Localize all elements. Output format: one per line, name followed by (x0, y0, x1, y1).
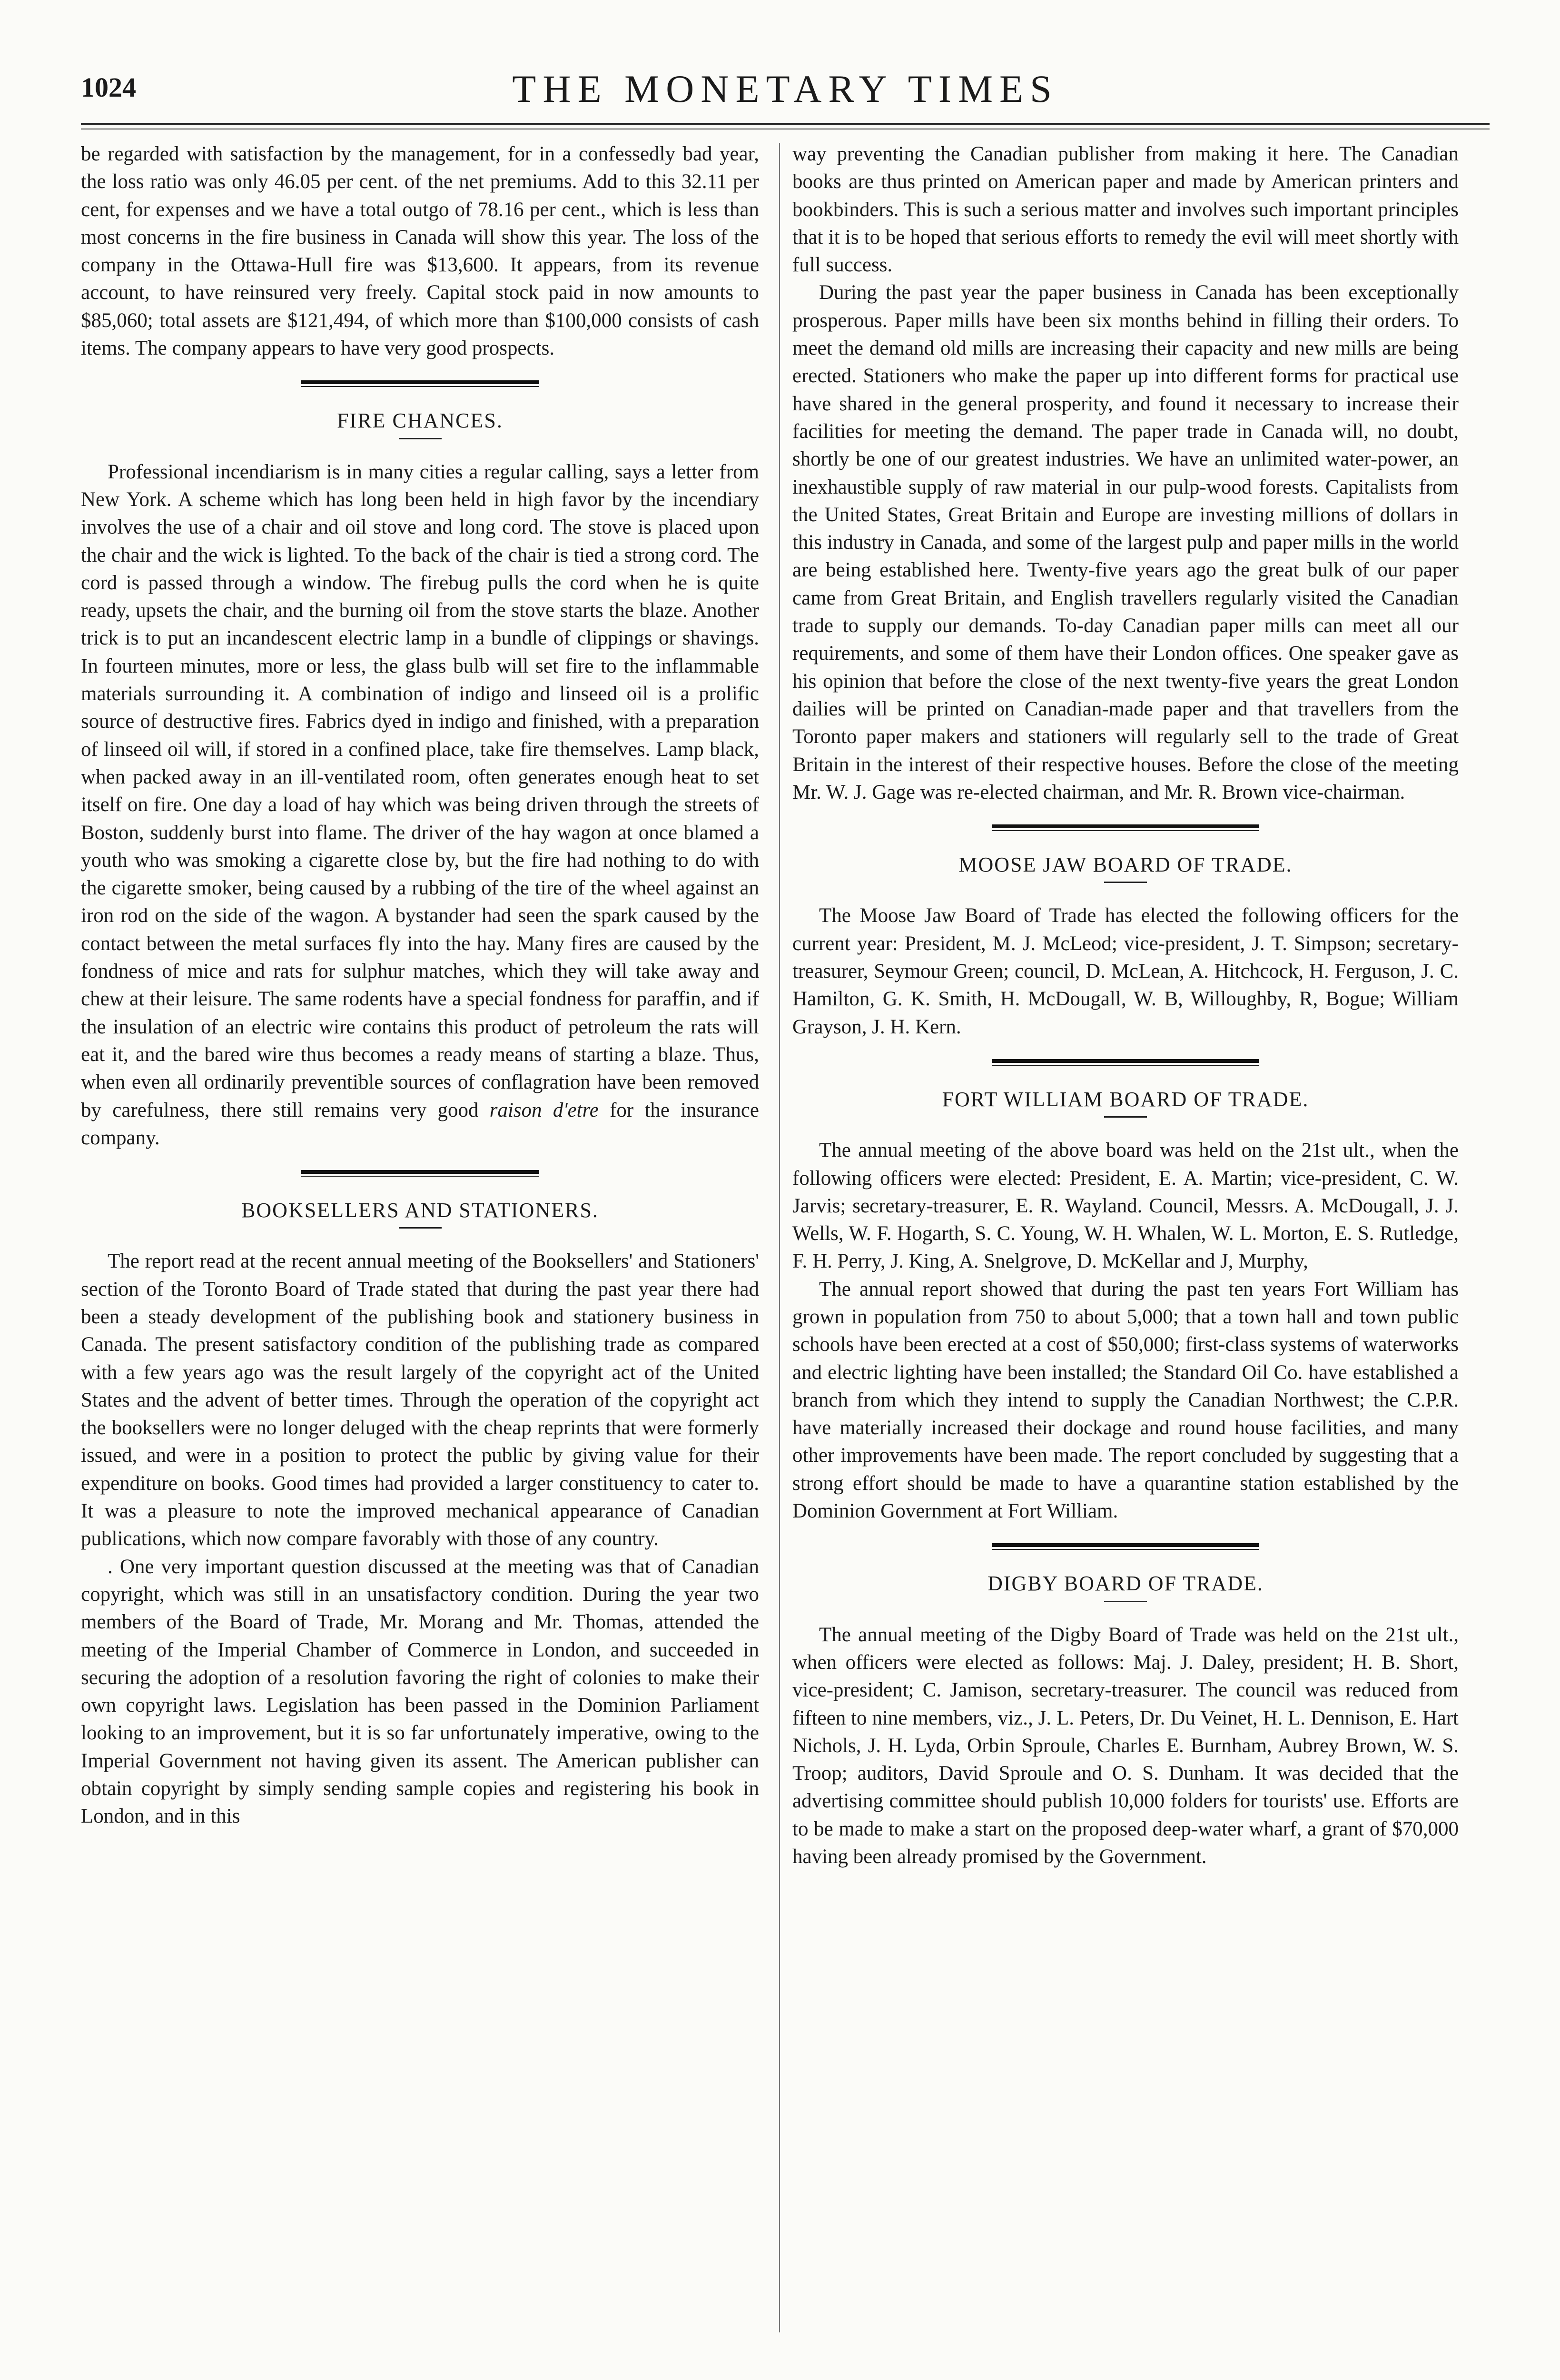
column-divider (779, 143, 780, 2332)
section-divider (992, 824, 1259, 832)
heading-dash (1104, 882, 1147, 883)
section-divider (301, 1170, 539, 1178)
section-divider (301, 380, 539, 388)
heading-dash (399, 1227, 442, 1229)
fort-william-paragraph-1: The annual meeting of the above board was held on the 21st ult., when the following officers were elected: President, E. A. Martin; vice-president, C. W. Jarvis; secretary-treasurer, E. R. Wayland. Council, Messrs. A. McDougall, J. J. Wells, W. F. Hogarth, S. C. Young, W. H. Whalen, W. L. Morton, E. S. Rutledge, F. H. Perry, J. King, A. Snelgrove, D. McKellar and J, Murphy, (792, 1139, 1459, 1273)
fire-text-before: Professional incendiarism is in many cities a regular calling, says a letter from New York. A scheme which has long been held in high favor by the incendiary involves the use of a chair and oil stove and long cord. The stove is placed upon the chair and the wick is lighted. To the back of the chair is tied a strong cord. The cord is passed through a window. The firebug pulls the cord when he is quite ready, upsets the chair, and the burning oil from the stove starts the blaze. Another trick is to put an incandescent electric lamp in a bundle of clippings or shavings. In fourteen minutes, more or less, the glass bulb will set fire to the inflammable materials surrounding it. A combination of indigo and linseed oil is a prolific source of destructive fires. Fabrics dyed in indigo and finished, with a preparation of linseed oil will, if stored in a confined place, take fire themselves. Lamp black, when packed away in an ill-ventilated room, often generates enough heat to set itself on fire. One day a load of hay which was being driven through the streets of Boston, suddenly burst into flame. The driver of the hay wagon at once blamed a youth who was smoking a cigarette close by, but the fire had nothing to do with the cigarette smoker, being caused by a rubbing of the tire of the wheel against an iron rod on the side of the wagon. A bystander had seen the spark caused by the contact between the metal surfaces fly into the hay. Many fires are caused by the fondness of mice and rats for sulphur matches, which they will take away and chew at their leisure. The same rodents have a special fondness for paraffin, and if the insulation of an electric wire contains this product of petroleum the rats will eat it, and the bared wire thus becomes a ready means of starting a blaze. Thus, when even all ordinarily preventible sources of conflagration have been removed by carefulness, there still remains very good (81, 460, 759, 1121)
booksellers-paragraph-1: The report read at the recent annual meeting of the Booksellers' and Stationers' section of the Toronto Board of Trade stated that during the past year there had been a steady development of the publishing book and stationery business in Canada. The present satisfactory condition of the publishing trade as compared with a few years ago was the result largely of the copyright act of the United States and the advent of better times. Through the operation of the copyright act the booksellers were no longer deluged with the cheap reprints that were formerly issued, and were in a position to protect the public by giving value for their expenditure on books. Good times had provided a larger constituency to cater to. It was a pleasure to note the improved mechanical appearance of Canadian publications, which now compare favorably with those of any country. (81, 1250, 759, 1550)
booksellers-paragraph-2: . One very important question discussed at the meeting was that of Canadian copyright, which was still in an unsatisfactory condition. During the year two members of the Board of Trade, Mr. Morang and Mr. Thomas, attended the meeting of the Imperial Chamber of Commerce in London, and succeeded in securing the adoption of a resolution favoring the right of colonies to make their own copyright laws. Legislation has been passed in the Dominion Parliament looking to an improvement, but it is so far unfortunately imperative, owing to the Imperial Government not having given its assent. The American publisher can obtain copyright by simply sending sample copies and registering his book in London, and in this (81, 1555, 759, 1828)
section-divider (992, 1543, 1259, 1551)
heading-dash (1104, 1116, 1147, 1118)
fort-william-heading: FORT WILLIAM BOARD OF TRADE. (942, 1087, 1309, 1111)
booksellers-paragraph-3: During the past year the paper business in Canada has been exceptionally prosperous. Paper mills have been six months behind in filling their orders. To meet the demand old mills are increasing their capacity and new mills are being erected. Stationers who make the paper up into different forms for practical use have shared in the general prosperity, and found it necessary to increase their facilities for meeting the demand. The paper trade in Canada will, no doubt, shortly be one of our greatest industries. We have an unlimited water-power, an inexhaustible supply of raw material in our pulp-wood forests. Capitalists from the United States, Great Britain and Europe are investing millions of dollars in this industry in Canada, and some of the largest pulp and paper mills in the world are being established here. Twenty-five years ago the great bulk of our paper came from Great Britain, and English travellers regularly visited the Canadian trade to supply our demands. To-day Canadian paper mills can meet all our requirements, and some of them have their London offices. One speaker gave as his opinion that before the close of the next twenty-five years the great London dailies will be printed on Canadian-made paper and that travellers from the Toronto paper makers and stationers will regularly sell to the trade of Great Britain in the interest of their respective houses. Before the close of the meeting Mr. W. J. Gage was re-elected chairman, and Mr. R. Brown vice-chairman. (792, 281, 1459, 803)
fire-text-after: for the insurance company. (81, 1099, 759, 1149)
right-column (792, 140, 1459, 1871)
fort-william-paragraph-2: The annual report showed that during the past ten years Fort William has grown in population from 750 to about 5,000; that a town hall and town public schools have been erected at a cost of $50,000; first-class systems of waterworks and electric lighting have been installed; the Standard Oil Co. have established a branch from which they intend to supply the Canadian Northwest; the C.P.R. have materially increased their dockage and round house facilities, and many other improvements have been made. The report concluded by suggesting that a strong effort should be made to have a quarantine station established by the Dominion Government at Fort William. (792, 1278, 1459, 1523)
fire-chances-paragraph (81, 458, 759, 1152)
booksellers-continued: way preventing the Canadian publisher from making it here. The Canadian books are thus printed on American paper and made by American printers and bookbinders. This is such a serious matter and involves such important principles that it is to be hoped that serious efforts to remedy the evil will meet shortly with full success. (792, 143, 1459, 277)
digby-paragraph: The annual meeting of the Digby Board of Trade was held on the 21st ult., when officers were elected as follows: Maj. J. Daley, president; H. B. Short, vice-president; C. Jamison, secretary-treasurer. The council was reduced from fifteen to nine members, viz., J. L. Peters, Dr. Du Veinet, H. L. Dennison, E. Hart Nichols, J. H. Lyda, Orbin Sproule, Charles E. Burnham, Aubrey Brown, W. S. Troop; auditors, David Sproule and O. S. Dunham. It was decided that the advertising committee should publish 10,000 folders for tourists' use. Efforts are to be made to make a start on the proposed deep-water wharf, a grant of $70,000 having been already promised by the Government. (792, 1623, 1459, 1868)
moose-jaw-heading: MOOSE JAW BOARD OF TRADE. (958, 853, 1293, 877)
fire-chances-heading: FIRE CHANCES. (337, 409, 503, 433)
booksellers-heading: BOOKSELLERS AND STATIONERS. (241, 1199, 599, 1222)
digby-heading: DIGBY BOARD OF TRADE. (987, 1572, 1264, 1596)
page-number: 1024 (81, 72, 136, 103)
section-divider (992, 1059, 1259, 1067)
fire-italic-phrase: raison d'etre (489, 1099, 599, 1121)
heading-dash (399, 438, 442, 439)
left-column (81, 140, 759, 1831)
header-rule (81, 123, 1490, 125)
page-header (81, 67, 1490, 119)
heading-dash (1104, 1601, 1147, 1602)
moose-jaw-paragraph: The Moose Jaw Board of Trade has elected the following officers for the current year: President, M. J. McLeod; vice-president, J. T. Simpson; secretary-treasurer, Seymour Green; council, D. McLean, A. Hitchcock, H. Ferguson, J. C. Hamilton, G. K. Smith, H. McDougall, W. B, Willoughby, R, Bogue; William Grayson, J. H. Kern. (792, 904, 1459, 1038)
masthead-title: THE MONETARY TIMES (512, 67, 1058, 110)
intro-paragraph: be regarded with satisfaction by the management, for in a confessedly bad year, the loss ratio was only 46.05 per cent. of the net premiums. Add to this 32.11 per cent, for expenses and we have a total outgo of 78.16 per cent., which is less than most concerns in the fire business in Canada will show this year. The loss of the company in the Ottawa-Hull fire was $13,600. It appears, from its revenue account, to have reinsured very freely. Capital stock paid in now amounts to $85,060; total assets are $121,494, of which more than $100,000 consists of cash items. The company appears to have very good prospects. (81, 143, 759, 360)
